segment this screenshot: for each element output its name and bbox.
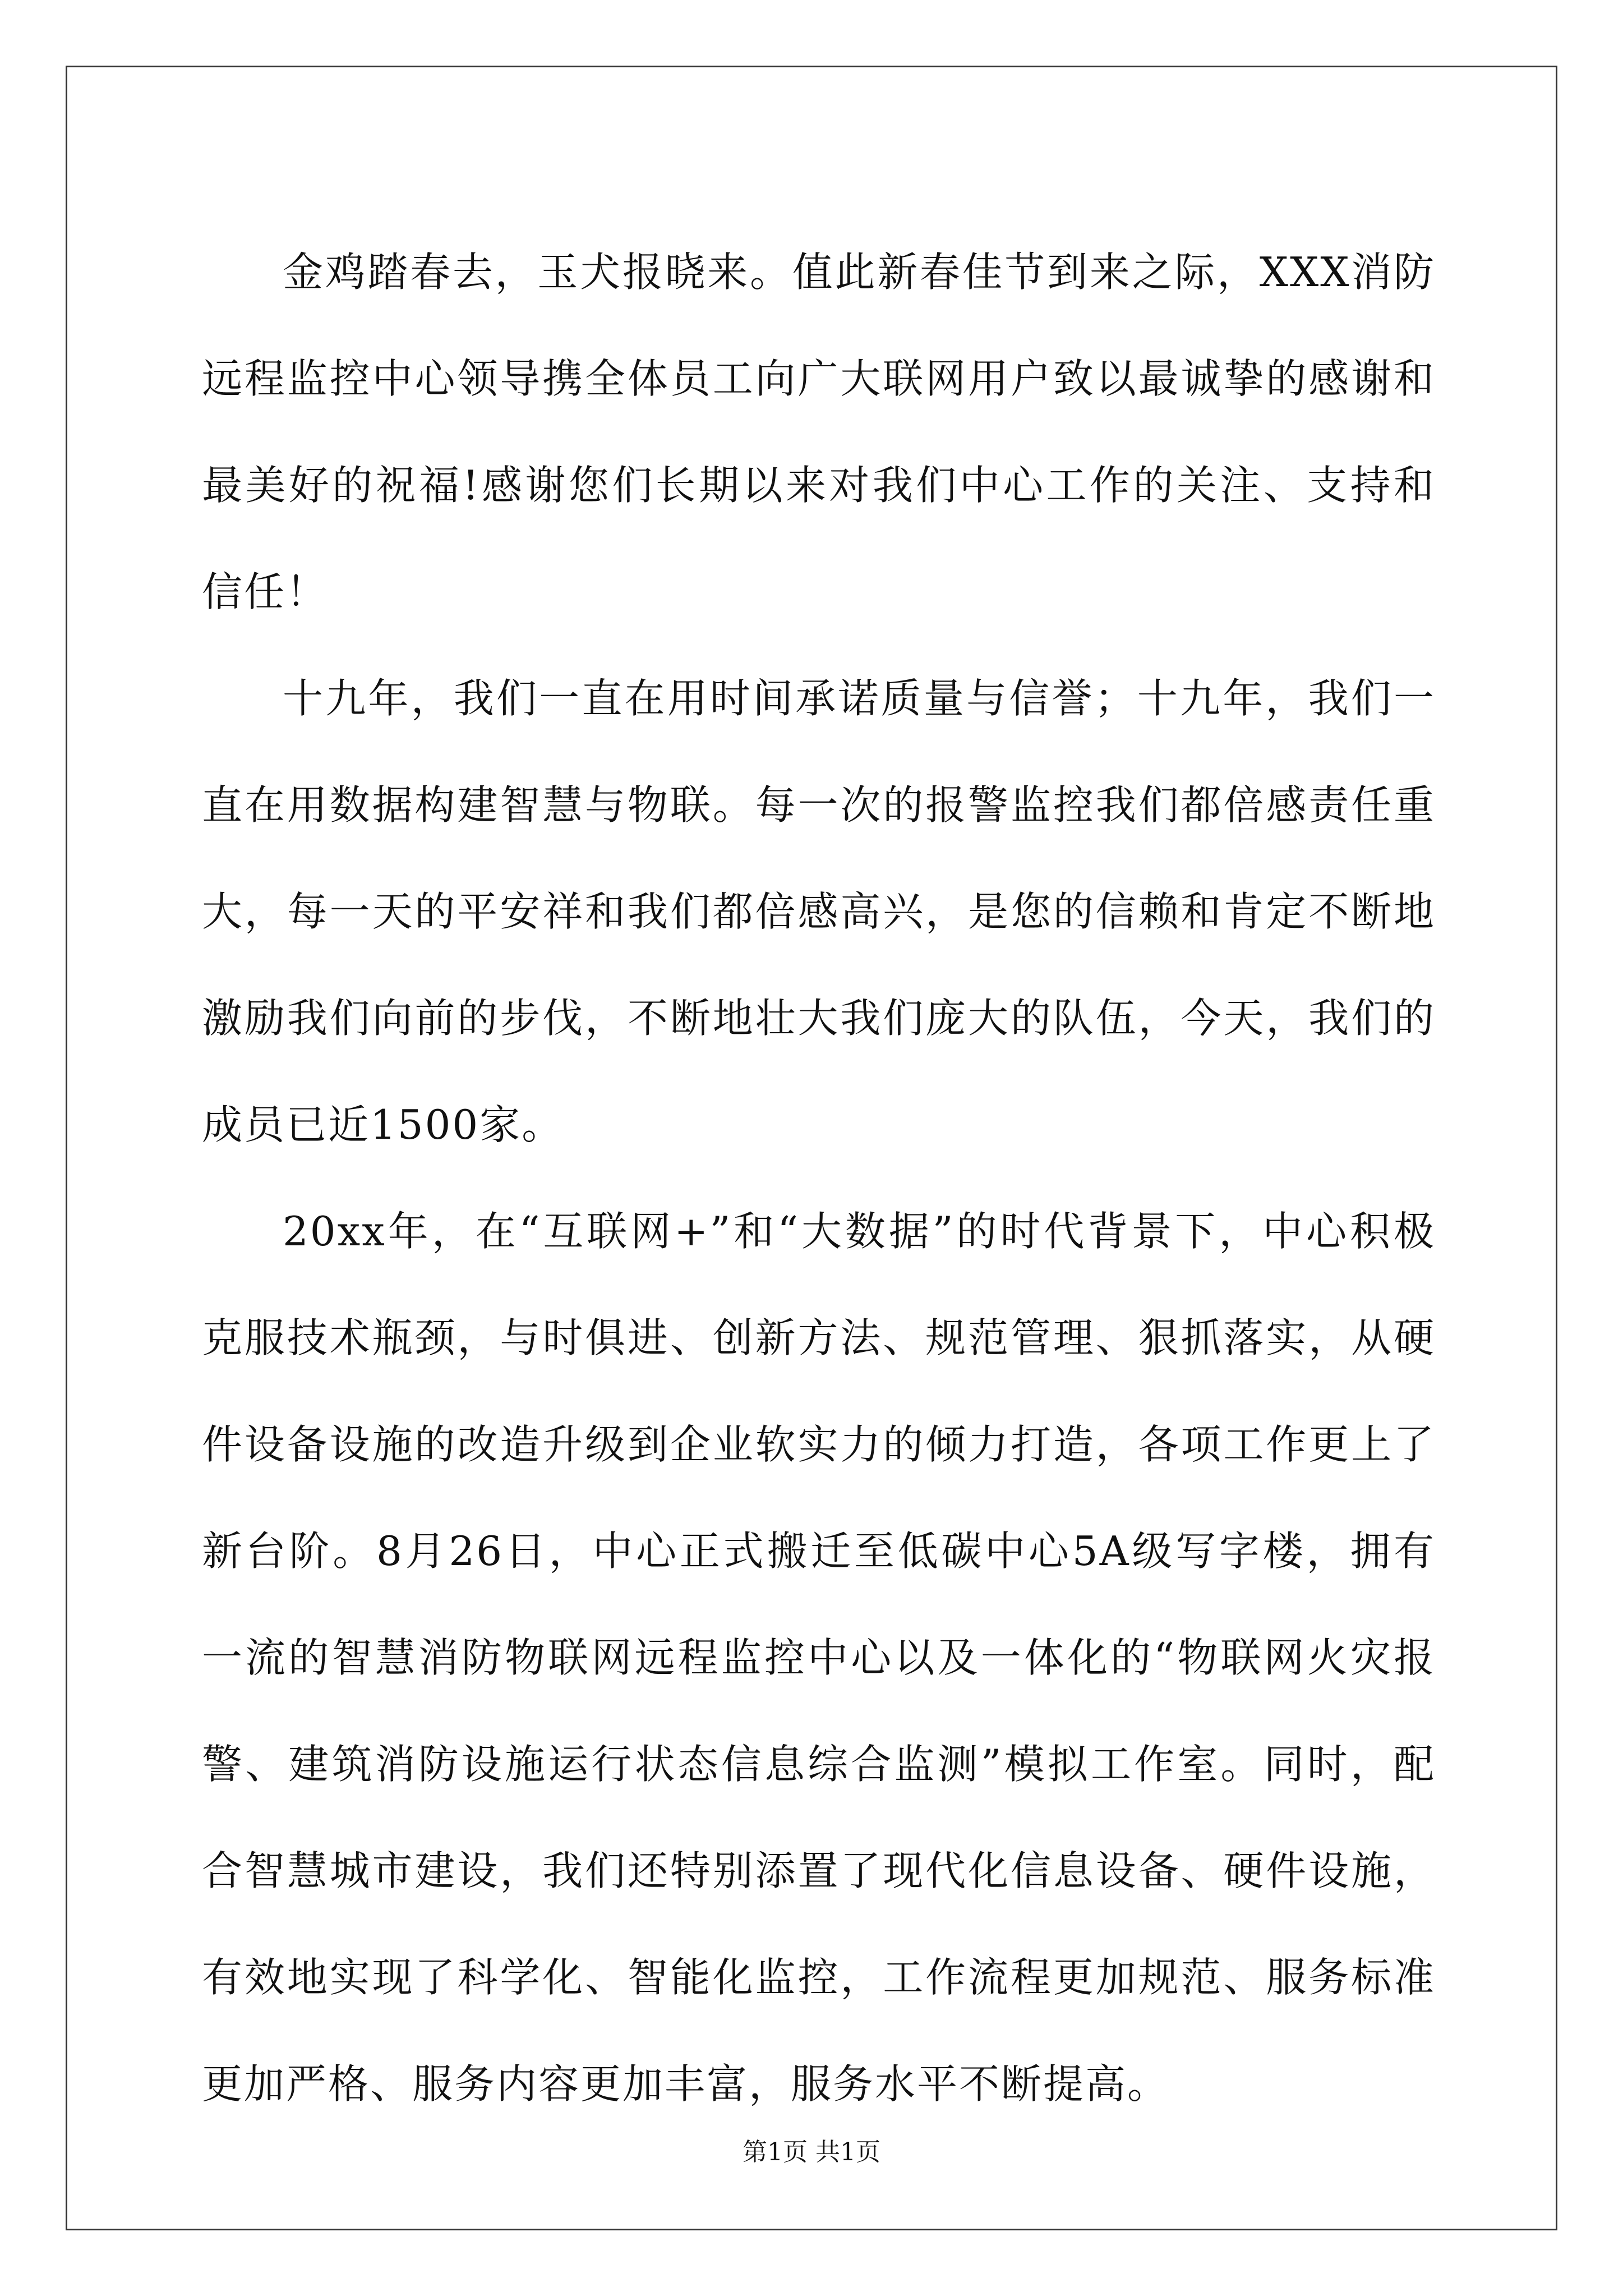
paragraph-achievements: 20xx年，在“互联网+”和“大数据”的时代背景下，中心积极克服技术瓶颈，与时俱进、创新方法、规范管理、狠抓落实，从硬件设备设施的改造升级到企业软实力的倾力打造，各项工作更上了新台阶。8月26日，中心正式搬迁至低碳中心5A级写字楼，拥有一流的智慧消防物联网远程监控中心以及一体化的“物联网火灾报警、建筑消防设施运行状态信息综合监测”模拟工作室。同时，配合智慧城市建设，我们还特别添置了现代化信息设备、硬件设施，有效地实现了科学化、智能化监控，工作流程更加规范、服务标准更加严格、服务内容更加丰富，服务水平不断提高。 <box>202 1208 1436 2108</box>
page-footer: 第1页 共1页 <box>743 2138 880 2166</box>
document-body <box>202 219 1436 2137</box>
paragraph-nineteen-years: 十九年，我们一直在用时间承诺质量与信誉；十九年，我们一直在用数据构建智慧与物联。每一次的报警监控我们都倍感责任重大，每一天的平安祥和我们都倍感高兴，是您的信赖和肯定不断地激励我们向前的步伐，不断地壮大我们庞大的队伍，今天，我们的成员已近1500家。 <box>202 675 1436 1148</box>
paragraph-greeting: 金鸡踏春去，玉犬报晓来。值此新春佳节到来之际，XXX消防远程监控中心领导携全体员工向广大联网用户致以最诚挚的感谢和最美好的祝福!感谢您们长期以来对我们中心工作的关注、支持和信任！ <box>202 249 1436 615</box>
